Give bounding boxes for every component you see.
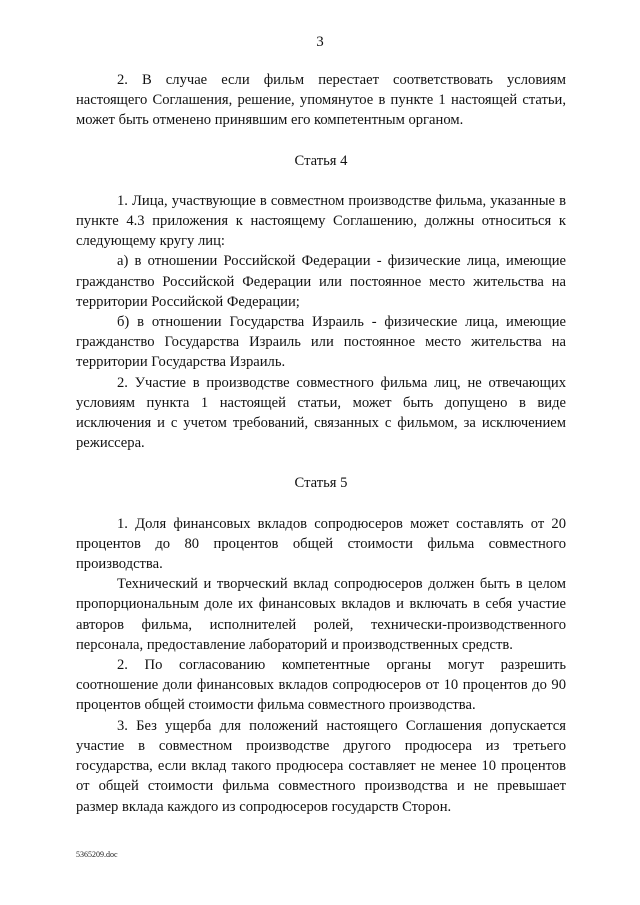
- document-body: [76, 70, 566, 817]
- paragraph: а) в отношении Российской Федерации - физические лица, имеющие гражданство Российской Федерации или постоянное место жительства на территории Российской Федерации;: [76, 253, 566, 310]
- paragraph: Технический и творческий вклад сопродюсеров должен быть в целом пропорциональным доле их финансовых вкладов и включать в себя участие авторов фильма, исполнителей ролей, технически-производственного персонала, предоставление лабораторий и производственных средств.: [76, 576, 566, 653]
- footer-filename: 5365209.doc: [76, 850, 118, 859]
- paragraph: 2. В случае если фильм перестает соответствовать условиям настоящего Соглашения, решение, упомянутое в пункте 1 настоящей статьи, может быть отменено принявшим его компетентным органом.: [76, 72, 566, 129]
- paragraph: 1. Доля финансовых вкладов сопродюсеров может составлять от 20 процентов до 80 процентов общей стоимости фильма совместного производства.: [76, 515, 566, 573]
- article-4-heading: Статья 4: [294, 152, 348, 169]
- paragraph: 3. Без ущерба для положений настоящего Соглашения допускается участие в совместном производстве другого продюсера из третьего государства, если вклад такого продюсера составляет не менее 10 процентов от общей стоимости фильма совместного производства и не превышает размер вклада каждого из сопродюсеров государств Сторон.: [76, 717, 566, 815]
- paragraph: 2. По согласованию компетентные органы могут разрешить соотношение доли финансовых вкладов сопродюсеров от 10 процентов до 90 процентов общей стоимости фильма совместного производства.: [76, 657, 566, 714]
- page-number: 3: [316, 34, 324, 50]
- article-5-heading: Статья 5: [294, 475, 348, 492]
- paragraph: б) в отношении Государства Израиль - физические лица, имеющие гражданство Государства Израиль или постоянное место жительства на территории Государства Израиль.: [76, 314, 566, 371]
- paragraph: 2. Участие в производстве совместного фильма лиц, не отвечающих условиям пункта 1 настоящей статьи, может быть допущено в виде исключения и с учетом требований, связанных с фильмом, за исключением режиссера.: [76, 374, 566, 452]
- paragraph: 1. Лица, участвующие в совместном производстве фильма, указанные в пункте 4.3 приложения к настоящему Соглашению, должны относиться к следующему кругу лиц:: [76, 192, 566, 250]
